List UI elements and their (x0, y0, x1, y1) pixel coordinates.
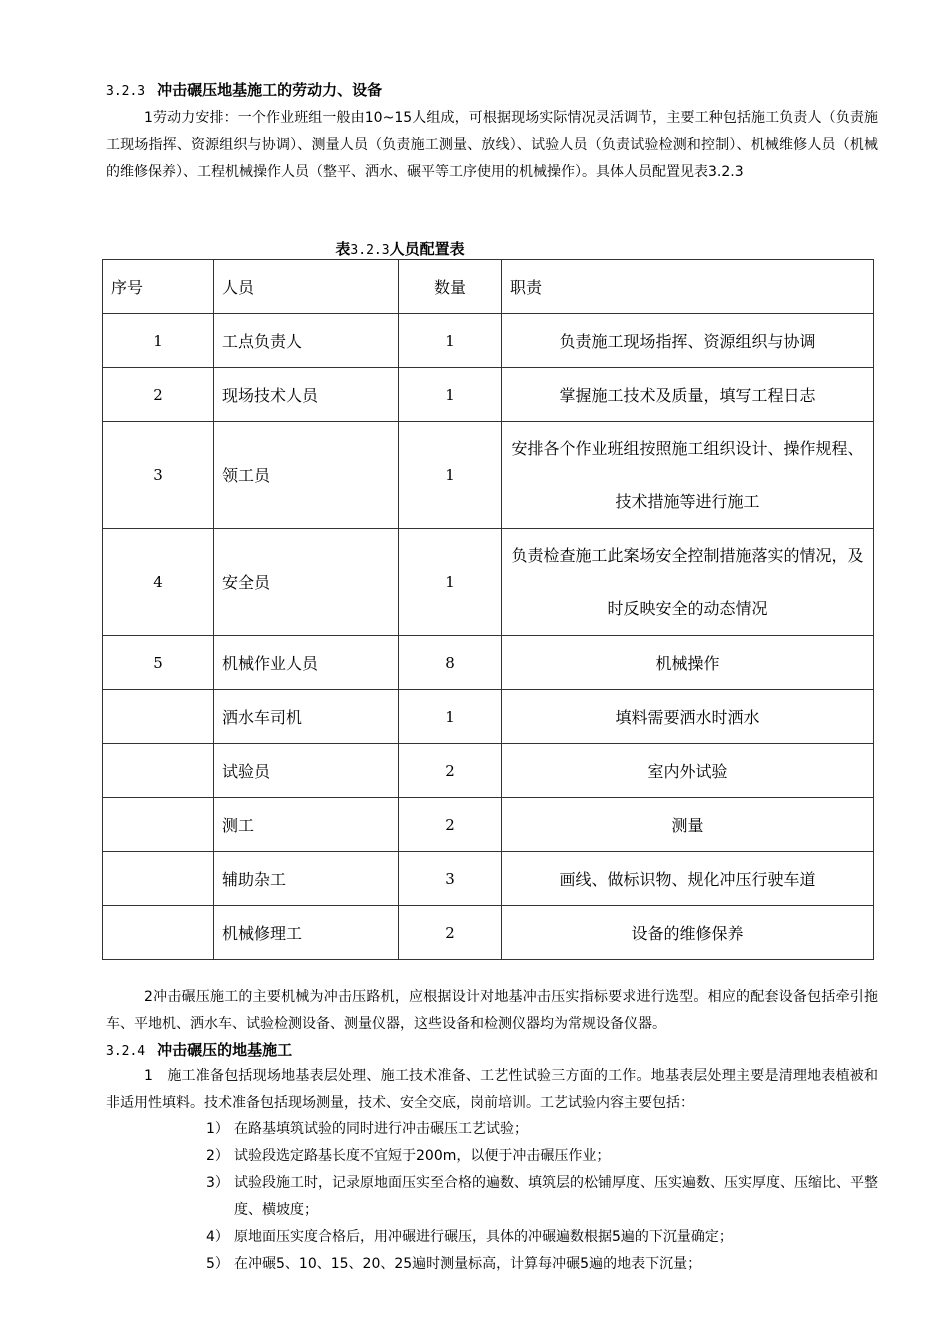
row-quantity: 1 (399, 368, 502, 422)
row-quantity: 1 (399, 690, 502, 744)
row-duty: 负责施工现场指挥、资源组织与协调 (502, 314, 874, 368)
row-quantity: 1 (399, 529, 502, 636)
equipment-paragraph: 2冲击碾压施工的主要机械为冲击压路机，应根据设计对地基冲击压实指标要求进行选型。相应的配套设备包括牵引拖车、平地机、洒水车、试验检测设备、测量仪器，这些设备和检测仪器均为常规设备仪器。 (106, 989, 878, 1032)
list-item (206, 1224, 878, 1251)
row-number: 3 (103, 422, 214, 529)
row-quantity: 2 (399, 906, 502, 960)
row-duty: 画线、做标识物、规化冲压行驶车道 (502, 852, 874, 906)
row-duty: 测量 (502, 798, 874, 852)
row-role: 试验员 (214, 744, 399, 798)
row-role: 洒水车司机 (214, 690, 399, 744)
staff-table (102, 259, 874, 960)
row-quantity: 3 (399, 852, 502, 906)
row-duty: 设备的维修保养 (502, 906, 874, 960)
row-role: 安全员 (214, 529, 399, 636)
row-number (103, 852, 214, 906)
header-cell: 序号 (103, 260, 214, 314)
row-number: 4 (103, 529, 214, 636)
table-row (103, 529, 874, 636)
list-item (206, 1143, 878, 1170)
row-duty: 掌握施工技术及质量，填写工程日志 (502, 368, 874, 422)
row-duty: 机械操作 (502, 636, 874, 690)
row-role: 测工 (214, 798, 399, 852)
preparation-paragraph: 1 施工准备包括现场地基表层处理、施工技术准备、工艺性试验三方面的工作。地基表层处理主要是清理地表植被和非适用性填料。技术准备包括现场测量，技术、安全交底，岗前培训。工艺试验内容主要包括： (106, 1068, 878, 1111)
table-header-row (103, 260, 874, 314)
row-duty: 填料需要洒水时洒水 (502, 690, 874, 744)
row-number: 5 (103, 636, 214, 690)
section-title: 冲击碾压的地基施工 (157, 1041, 293, 1059)
list-item-number: 3） (206, 1175, 229, 1191)
row-role: 工点负责人 (214, 314, 399, 368)
table-row (103, 744, 874, 798)
labor-paragraph: 1劳动力安排：一个作业班组一般由10~15人组成，可根据现场实际情况灵活调节，主要工种包括施工负责人（负责施工现场指挥、资源组织与协调）、测量人员（负责施工测量、放线）、试验人员（负责试验检测和控制）、机械维修人员（机械的维修保养）、工程机械操作人员（整平、洒水、碾平等工序使用的机械操作）。具体人员配置见表3.2.3 (106, 110, 878, 180)
table-row (103, 368, 874, 422)
table-row (103, 422, 874, 529)
list-item-number: 2） (206, 1148, 229, 1164)
row-role: 机械修理工 (214, 906, 399, 960)
list-item (206, 1251, 878, 1278)
table-caption: 表3.2.3人员配置表 (335, 240, 465, 258)
list-item-text: 在冲碾5、10、15、20、25遍时测量标高，计算每冲碾5遍的地表下沉量； (234, 1256, 702, 1272)
list-item-text: 原地面压实度合格后，用冲碾进行碾压，具体的冲碾遍数根据5遍的下沉量确定； (234, 1229, 733, 1245)
section-number: 3.2.3 (106, 84, 146, 99)
table-row (103, 636, 874, 690)
row-role: 机械作业人员 (214, 636, 399, 690)
header-cell: 职责 (502, 260, 874, 314)
row-role: 领工员 (214, 422, 399, 529)
list-item-text: 试验段施工时，记录原地面压实至合格的遍数、填筑层的松铺厚度、压实遍数、压实厚度、压缩比、平整度、横坡度； (234, 1175, 878, 1218)
row-quantity: 1 (399, 314, 502, 368)
row-quantity: 1 (399, 422, 502, 529)
list-item-text: 在路基填筑试验的同时进行冲击碾压工艺试验； (234, 1121, 528, 1137)
table-row (103, 852, 874, 906)
list-item-number: 1） (206, 1121, 229, 1137)
table-row (103, 798, 874, 852)
header-cell: 人员 (214, 260, 399, 314)
section-number: 3.2.4 (106, 1044, 146, 1059)
row-quantity: 8 (399, 636, 502, 690)
header-cell: 数量 (399, 260, 502, 314)
test-steps-list (206, 1116, 878, 1278)
row-number (103, 744, 214, 798)
section-heading-324 (106, 1040, 292, 1062)
row-role: 辅助杂工 (214, 852, 399, 906)
section-title: 冲击碾压地基施工的劳动力、设备 (157, 81, 383, 99)
row-duty: 安排各个作业班组按照施工组织设计、操作规程、技术措施等进行施工 (502, 422, 874, 529)
table-row (103, 906, 874, 960)
row-number (103, 906, 214, 960)
row-quantity: 2 (399, 798, 502, 852)
row-number (103, 690, 214, 744)
list-item (206, 1116, 878, 1143)
list-item-number: 5） (206, 1256, 229, 1272)
row-role: 现场技术人员 (214, 368, 399, 422)
row-quantity: 2 (399, 744, 502, 798)
row-duty: 室内外试验 (502, 744, 874, 798)
row-duty: 负责检查施工此案场安全控制措施落实的情况，及时反映安全的动态情况 (502, 529, 874, 636)
row-number: 2 (103, 368, 214, 422)
section-heading-323 (106, 80, 382, 102)
list-item-text: 试验段选定路基长度不宜短于200m，以便于冲击碾压作业； (234, 1148, 611, 1164)
list-item-number: 4） (206, 1229, 229, 1245)
table-row (103, 314, 874, 368)
table-row (103, 690, 874, 744)
row-number (103, 798, 214, 852)
row-number: 1 (103, 314, 214, 368)
list-item (206, 1170, 878, 1224)
